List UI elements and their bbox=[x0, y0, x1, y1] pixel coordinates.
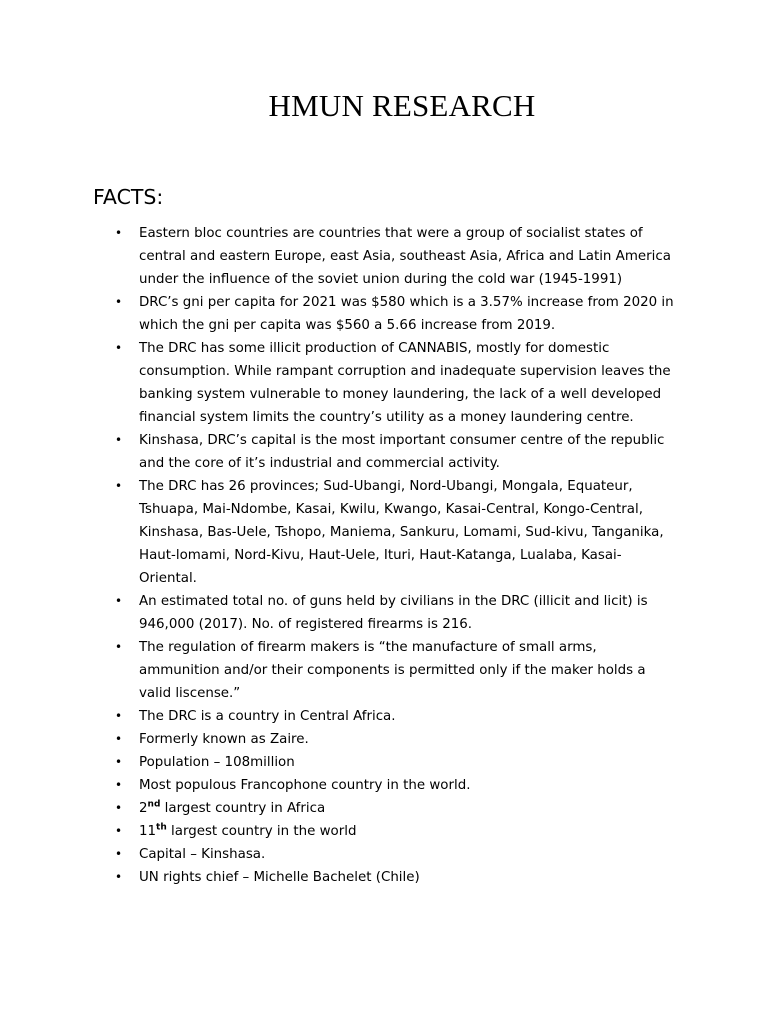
facts-list bbox=[0, 222, 768, 889]
bullet-icon: • bbox=[115, 295, 123, 309]
bullet-icon: • bbox=[115, 870, 123, 884]
ordinal-suffix: nd bbox=[147, 799, 161, 810]
document-title: HMUN RESEARCH bbox=[268, 88, 536, 123]
bullet-icon: • bbox=[115, 732, 123, 746]
list-item bbox=[0, 475, 679, 590]
bullet-icon: • bbox=[115, 341, 123, 355]
fact-text: Formerly known as Zaire. bbox=[139, 732, 309, 747]
list-item bbox=[0, 337, 679, 429]
ordinal-number: 2 bbox=[139, 801, 148, 816]
bullet-icon: • bbox=[115, 640, 123, 654]
bullet-icon: • bbox=[115, 824, 123, 838]
fact-text: UN rights chief – Michelle Bachelet (Chile) bbox=[139, 870, 420, 885]
fact-text: The regulation of firearm makers is “the manufacture of small arms, ammunition and/or their components is permitted only if the maker holds a valid liscense.” bbox=[139, 640, 646, 701]
fact-text: The DRC has some illicit production of CANNABIS, mostly for domestic consumption. While rampant corruption and inadequate supervision leaves the banking system vulnerable to money laundering, the lack of a well developed financial system limits the country’s utility as a money laundering centre. bbox=[139, 341, 671, 425]
list-item bbox=[0, 866, 679, 889]
bullet-icon: • bbox=[115, 709, 123, 723]
list-item bbox=[0, 636, 679, 705]
bullet-icon: • bbox=[115, 594, 123, 608]
list-item bbox=[0, 774, 679, 797]
list-item bbox=[0, 797, 679, 820]
fact-text: Eastern bloc countries are countries that were a group of socialist states of central and eastern Europe, east Asia, southeast Asia, Africa and Latin America under the influence of the soviet union during the cold war (1945-1991) bbox=[139, 226, 671, 287]
fact-text: Most populous Francophone country in the world. bbox=[139, 778, 471, 793]
bullet-icon: • bbox=[115, 479, 123, 493]
fact-text: An estimated total no. of guns held by civilians in the DRC (illicit and licit) is 946,000 (2017). No. of registered firearms is 216. bbox=[139, 594, 648, 632]
fact-text: The DRC is a country in Central Africa. bbox=[139, 709, 396, 724]
bullet-icon: • bbox=[115, 847, 123, 861]
bullet-icon: • bbox=[115, 433, 123, 447]
fact-text: largest country in the world bbox=[166, 824, 357, 839]
list-item bbox=[0, 728, 679, 751]
ordinal-number: 11 bbox=[139, 824, 157, 839]
fact-text: Capital – Kinshasa. bbox=[139, 847, 266, 862]
ordinal-suffix: th bbox=[156, 822, 167, 833]
list-item bbox=[0, 843, 679, 866]
fact-text: DRC’s gni per capita for 2021 was $580 which is a 3.57% increase from 2020 in which the gni per capita was $560 a 5.66 increase from 2019. bbox=[139, 295, 674, 333]
facts-heading: FACTS: bbox=[93, 185, 164, 209]
list-item bbox=[0, 222, 679, 291]
fact-text: The DRC has 26 provinces; Sud-Ubangi, Nord-Ubangi, Mongala, Equateur, Tshuapa, Mai-Ndombe, Kasai, Kwilu, Kwango, Kasai-Central, Kongo-Central, Kinshasa, Bas-Uele, Tshopo, Maniema, Sankuru, Lomami, Sud-kivu, Tanganika, Haut-lomami, Nord-Kivu, Haut-Uele, Ituri, Haut-Katanga, Lualaba, Kasai-Oriental. bbox=[139, 479, 664, 586]
list-item bbox=[0, 705, 679, 728]
fact-text: largest country in Africa bbox=[160, 801, 326, 816]
bullet-icon: • bbox=[115, 801, 123, 815]
fact-text: Kinshasa, DRC’s capital is the most important consumer centre of the republic and the core of it’s industrial and commercial activity. bbox=[139, 433, 665, 471]
list-item bbox=[0, 751, 679, 774]
list-item bbox=[0, 429, 679, 475]
bullet-icon: • bbox=[115, 226, 123, 240]
list-item bbox=[0, 820, 679, 843]
bullet-icon: • bbox=[115, 755, 123, 769]
fact-text: Population – 108million bbox=[139, 755, 295, 770]
list-item bbox=[0, 291, 679, 337]
list-item bbox=[0, 590, 679, 636]
bullet-icon: • bbox=[115, 778, 123, 792]
